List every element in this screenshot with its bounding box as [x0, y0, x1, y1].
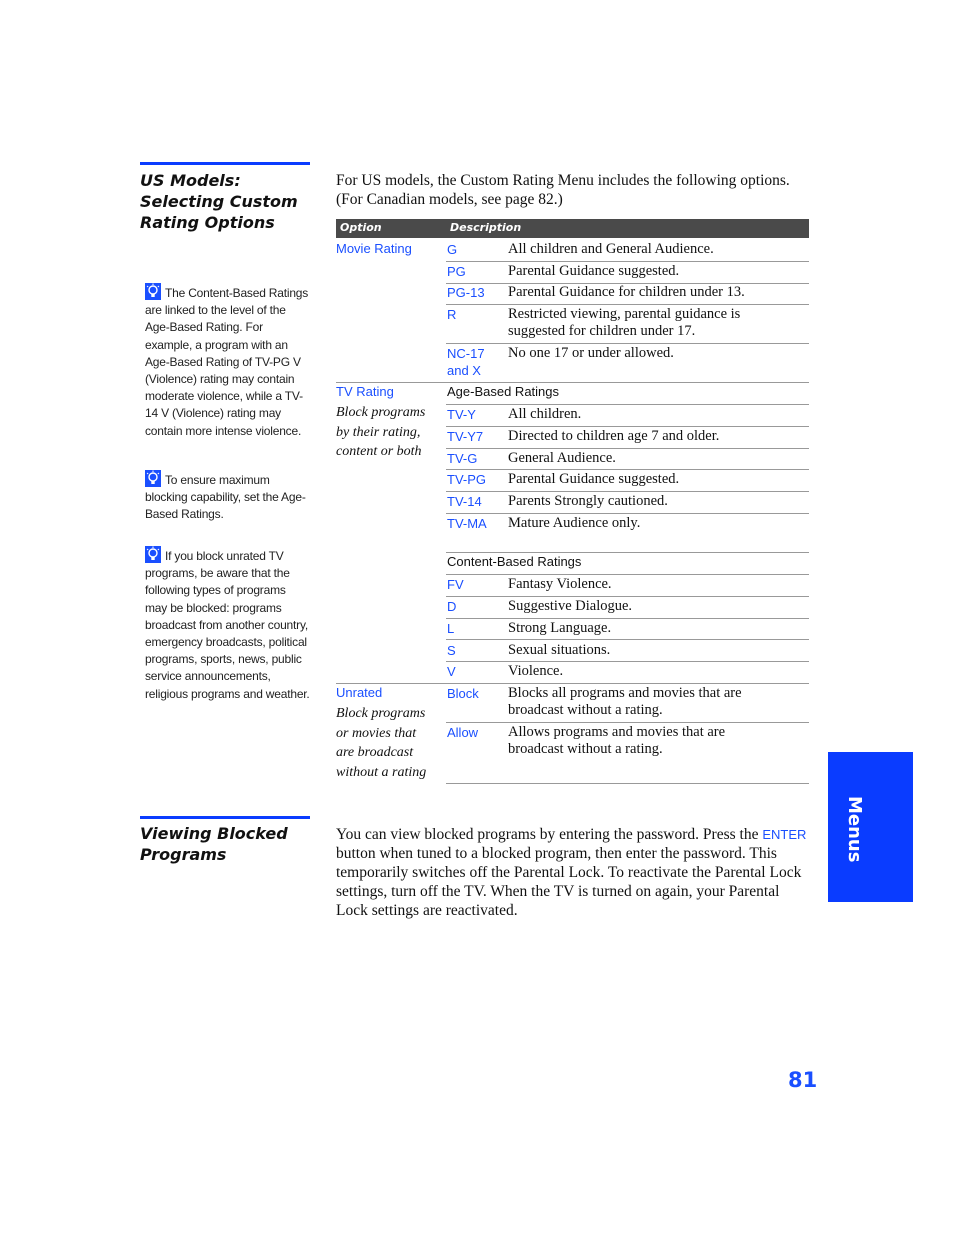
rating-desc: No one 17 or under allowed. — [508, 345, 674, 361]
note-line: without a rating — [336, 764, 427, 780]
rating-code: R — [447, 307, 457, 322]
side-tab-label: Menus — [844, 796, 865, 863]
body-text-part: button when tuned to a blocked program, then enter the password. This temporarily switches off the Parental Lock. To reactivate the Parental Lock settings, turn off the TV. When the TV is turned on again, your Parental Lock settings are reactivated. — [336, 845, 802, 919]
note-line: Block programs — [336, 706, 426, 721]
unrated-desc: Allows programs and movies that are broadcast without a rating. — [508, 724, 726, 757]
tip-text: To ensure maximum blocking capability, set the Age-Based Ratings. — [145, 473, 306, 522]
title-line: Programs — [140, 845, 227, 864]
group-divider — [336, 683, 809, 684]
rating-code: S — [447, 643, 456, 658]
viewing-blocked-paragraph — [336, 825, 810, 920]
rating-code: G — [447, 242, 458, 257]
option-movie-rating: Movie Rating — [336, 241, 412, 256]
header-description: Description — [450, 221, 522, 234]
content-based-heading: Content-Based Ratings — [447, 554, 582, 569]
header-option: Option — [340, 221, 382, 234]
tip-maximum-blocking — [145, 470, 310, 524]
rating-desc: Sexual situations. — [508, 642, 611, 658]
row-divider — [446, 304, 809, 305]
rating-code: TV-Y — [447, 407, 476, 422]
rating-code: FV — [447, 577, 464, 592]
note-line: by their rating, — [336, 424, 421, 440]
section-title-viewing-blocked — [140, 823, 312, 865]
tip-content-based — [145, 283, 310, 440]
section-rule-1 — [140, 162, 310, 165]
page-number: 81 — [788, 1068, 818, 1092]
rating-code: TV-G — [447, 451, 478, 466]
title-line: Viewing Blocked — [140, 824, 288, 843]
tip-unrated — [145, 546, 310, 703]
rating-desc: General Audience. — [508, 450, 616, 466]
rating-desc: Parental Guidance suggested. — [508, 471, 680, 487]
section-title-custom-rating — [140, 170, 312, 233]
rating-code: PG-13 — [447, 285, 485, 300]
row-divider — [446, 448, 809, 449]
code-line: and X — [447, 363, 481, 378]
lightbulb-icon — [145, 283, 161, 300]
row-divider — [446, 661, 809, 662]
group-divider — [336, 382, 809, 383]
enter-key-label: ENTER — [762, 827, 807, 842]
title-line: US Models: — [140, 171, 241, 190]
menus-side-tab — [828, 752, 913, 902]
table-bottom — [446, 783, 809, 784]
row-divider — [446, 469, 809, 470]
code-line: NC-17 — [447, 346, 485, 361]
rating-code: D — [447, 599, 457, 614]
rating-code: L — [447, 621, 455, 636]
lightbulb-icon — [145, 546, 161, 563]
note-line: content or both — [336, 444, 422, 459]
unrated-desc: Blocks all programs and movies that are broadcast without a rating. — [508, 685, 742, 718]
rating-desc: All children and General Audience. — [508, 241, 714, 257]
rating-desc: Parental Guidance suggested. — [508, 263, 680, 279]
intro-paragraph: For US models, the Custom Rating Menu includes the following options. (For Canadian models, see page 82.) — [336, 172, 790, 208]
section-rule-2 — [140, 816, 310, 819]
row-divider — [446, 513, 809, 514]
rating-desc: All children. — [508, 406, 582, 422]
rating-code: TV-Y7 — [447, 429, 484, 444]
row-divider — [446, 574, 809, 575]
table-header — [336, 219, 809, 238]
unrated-note — [336, 704, 441, 782]
lightbulb-icon — [145, 470, 161, 487]
rating-desc: Restricted viewing, parental guidance is suggested for children under 17. — [508, 306, 741, 339]
rating-desc: Directed to children age 7 and older. — [508, 428, 720, 444]
age-based-heading: Age-Based Ratings — [447, 384, 560, 399]
rating-desc: Strong Language. — [508, 620, 612, 636]
row-divider — [446, 722, 809, 723]
row-divider — [446, 426, 809, 427]
rating-code: V — [447, 664, 456, 679]
option-tv-rating: TV Rating — [336, 384, 394, 399]
row-divider — [446, 261, 809, 262]
row-divider — [446, 552, 809, 553]
title-line: Selecting Custom — [140, 192, 298, 211]
rating-code: TV-MA — [447, 516, 487, 531]
unrated-code: Allow — [447, 725, 479, 740]
body-text-part: You can view blocked programs by entering the password. Press the — [336, 826, 763, 843]
rating-desc: Suggestive Dialogue. — [508, 598, 633, 614]
row-divider — [446, 596, 809, 597]
rating-desc: Parents Strongly cautioned. — [508, 493, 668, 509]
rating-code: TV-14 — [447, 494, 482, 509]
row-divider — [446, 639, 809, 640]
row-divider — [446, 491, 809, 492]
note-line: Block programs — [336, 405, 426, 420]
unrated-code: Block — [447, 686, 479, 701]
rating-code: PG — [447, 264, 466, 279]
note-line: are broadcast — [336, 745, 414, 760]
rating-code — [447, 345, 485, 379]
rating-desc: Fantasy Violence. — [508, 576, 612, 592]
rating-desc: Parental Guidance for children under 13. — [508, 284, 745, 300]
tv-rating-note — [336, 403, 441, 462]
rating-desc: Mature Audience only. — [508, 515, 641, 531]
rating-code: TV-PG — [447, 472, 487, 487]
row-divider — [446, 404, 809, 405]
option-unrated: Unrated — [336, 685, 383, 700]
row-divider — [446, 618, 809, 619]
tip-text: The Content-Based Ratings are linked to the level of the Age-Based Rating. For example, a program with an Age-Based Rating of TV-PG V (Violence) rating may contain moderate violence, while a TV-14 V (Violence) rating may contain more intense violence. — [145, 286, 309, 438]
rating-desc: Violence. — [508, 663, 564, 679]
note-line: or movies that — [336, 725, 417, 741]
row-divider — [446, 343, 809, 344]
tip-text: If you block unrated TV programs, be aware that the following types of programs may be blocked: programs broadcast from another country, emergency broadcasts, political programs, sports, news, public service announcements, religious programs and weather. — [145, 549, 310, 701]
title-line: Rating Options — [140, 213, 275, 232]
